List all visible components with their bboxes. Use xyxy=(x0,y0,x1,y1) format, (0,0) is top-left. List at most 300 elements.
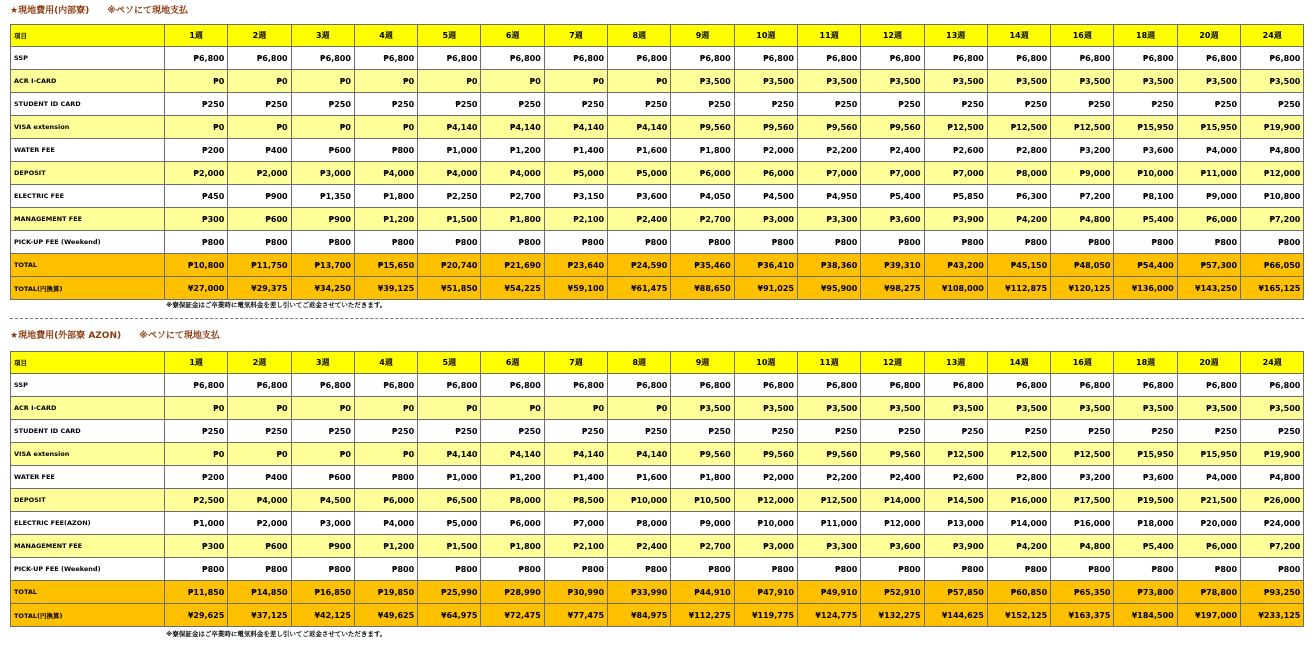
table-cell: ₱17,500 xyxy=(1051,489,1114,512)
table-cell: ₱4,000 xyxy=(1177,139,1240,162)
header-week: 7週 xyxy=(544,352,607,374)
table-cell: ₱800 xyxy=(481,558,544,581)
table-cell: ₱6,300 xyxy=(987,185,1050,208)
table-cell: ₱800 xyxy=(861,558,924,581)
table-cell: ₱3,000 xyxy=(291,162,354,185)
table-cell: ₱12,500 xyxy=(1051,116,1114,139)
fee-table-external-dorm-azon xyxy=(10,351,1304,627)
table-cell: ₱14,500 xyxy=(924,489,987,512)
table-cell: ₱19,900 xyxy=(1241,116,1304,139)
table-cell: ₱8,000 xyxy=(987,162,1050,185)
table-cell: ₱1,000 xyxy=(165,512,228,535)
table-cell: ₱6,000 xyxy=(1177,535,1240,558)
table-cell: ₱9,560 xyxy=(734,116,797,139)
table-cell: ₱3,500 xyxy=(1177,70,1240,93)
table-cell: ₱5,400 xyxy=(1114,535,1177,558)
table-cell: ₱0 xyxy=(544,70,607,93)
table-cell: ¥112,275 xyxy=(671,604,734,627)
table-cell: ₱11,850 xyxy=(165,581,228,604)
table-cell: ¥197,000 xyxy=(1177,604,1240,627)
row-label: ACR I-CARD xyxy=(11,70,165,93)
section-divider xyxy=(10,318,1304,319)
table-cell: ₱800 xyxy=(987,231,1050,254)
table-cell: ₱3,150 xyxy=(544,185,607,208)
table-cell: ₱250 xyxy=(924,420,987,443)
table-cell: ¥49,625 xyxy=(354,604,417,627)
table-cell: ₱6,000 xyxy=(734,162,797,185)
table-cell: ₱3,600 xyxy=(1114,466,1177,489)
table-cell: ₱8,000 xyxy=(608,512,671,535)
table-cell: ₱60,850 xyxy=(987,581,1050,604)
table-cell: ₱250 xyxy=(544,93,607,116)
table-cell: ₱1,200 xyxy=(354,208,417,231)
table-cell: ₱7,000 xyxy=(544,512,607,535)
table-cell: ₱21,500 xyxy=(1177,489,1240,512)
table-cell: ₱0 xyxy=(228,397,291,420)
table-cell: ₱250 xyxy=(924,93,987,116)
table-cell: ₱6,800 xyxy=(1177,374,1240,397)
table-cell: ₱4,000 xyxy=(418,162,481,185)
table-cell: ₱4,500 xyxy=(291,489,354,512)
table-cell: ₱23,640 xyxy=(544,254,607,277)
table-cell: ₱9,000 xyxy=(1051,162,1114,185)
table-cell: ¥163,375 xyxy=(1051,604,1114,627)
header-item-label: 項目 xyxy=(11,25,165,47)
table-cell: ₱3,000 xyxy=(734,208,797,231)
table-cell: ¥136,000 xyxy=(1114,277,1177,300)
table-cell: ¥29,625 xyxy=(165,604,228,627)
table-cell: ₱14,000 xyxy=(861,489,924,512)
table-cell: ₱0 xyxy=(291,443,354,466)
table-cell: ¥51,850 xyxy=(418,277,481,300)
table-cell: ₱12,500 xyxy=(924,116,987,139)
table-cell: ₱6,800 xyxy=(671,47,734,70)
table-cell: ₱3,500 xyxy=(734,397,797,420)
table-cell: ₱1,600 xyxy=(608,139,671,162)
table-cell: ₱4,050 xyxy=(671,185,734,208)
table-cell: ₱6,800 xyxy=(797,374,860,397)
table-cell: ₱12,500 xyxy=(797,489,860,512)
table-cell: ¥72,475 xyxy=(481,604,544,627)
header-week: 3週 xyxy=(291,352,354,374)
header-week: 16週 xyxy=(1051,25,1114,47)
table-cell: ₱800 xyxy=(1177,231,1240,254)
table-cell: ₱6,000 xyxy=(354,489,417,512)
table-cell: ₱2,000 xyxy=(734,139,797,162)
table-cell: ₱6,800 xyxy=(1241,47,1304,70)
table-cell: ₱0 xyxy=(481,70,544,93)
table-cell: ₱0 xyxy=(291,116,354,139)
payment-note: ※ペソにて現地支払 xyxy=(139,331,220,341)
header-week: 18週 xyxy=(1114,352,1177,374)
table-cell: ₱6,800 xyxy=(228,47,291,70)
table-cell: ₱4,800 xyxy=(1051,535,1114,558)
table-header-row xyxy=(11,352,1304,374)
table-cell: ₱2,200 xyxy=(797,139,860,162)
table-cell: ₱6,800 xyxy=(734,374,797,397)
row-label: PICK-UP FEE (Weekend) xyxy=(11,231,165,254)
table-cell: ¥98,275 xyxy=(861,277,924,300)
table-row xyxy=(11,558,1304,581)
table-cell: ₱1,400 xyxy=(544,139,607,162)
header-week: 3週 xyxy=(291,25,354,47)
table-cell: ₱6,800 xyxy=(544,374,607,397)
table-cell: ₱57,850 xyxy=(924,581,987,604)
table-cell: ¥144,625 xyxy=(924,604,987,627)
table-cell: ₱4,200 xyxy=(987,208,1050,231)
table-cell: ₱6,800 xyxy=(734,47,797,70)
table-cell: ₱250 xyxy=(1177,420,1240,443)
header-week: 10週 xyxy=(734,25,797,47)
table-cell: ₱4,500 xyxy=(734,185,797,208)
table-cell: ₱9,560 xyxy=(671,116,734,139)
table-cell: ₱10,000 xyxy=(1114,162,1177,185)
table-row xyxy=(11,231,1304,254)
header-week: 7週 xyxy=(544,25,607,47)
table-cell: ₱4,140 xyxy=(418,443,481,466)
row-label: STUDENT ID CARD xyxy=(11,93,165,116)
table-cell: ₱250 xyxy=(734,93,797,116)
table-cell: ₱300 xyxy=(165,208,228,231)
header-week: 5週 xyxy=(418,352,481,374)
table-cell: ₱2,500 xyxy=(165,489,228,512)
table-cell: ₱250 xyxy=(1241,420,1304,443)
table-cell: ₱16,000 xyxy=(987,489,1050,512)
table-cell: ₱250 xyxy=(1051,93,1114,116)
table-cell: ¥64,975 xyxy=(418,604,481,627)
table-cell: ¥95,900 xyxy=(797,277,860,300)
table-cell: ₱800 xyxy=(924,558,987,581)
table-cell: ₱13,000 xyxy=(924,512,987,535)
table-cell: ₱14,850 xyxy=(228,581,291,604)
table-cell: ₱4,200 xyxy=(987,535,1050,558)
table-cell: ₱900 xyxy=(291,208,354,231)
table-cell: ₱73,800 xyxy=(1114,581,1177,604)
table-cell: ₱16,000 xyxy=(1051,512,1114,535)
table-cell: ¥54,225 xyxy=(481,277,544,300)
table-cell: ₱52,910 xyxy=(861,581,924,604)
table-cell: ₱20,740 xyxy=(418,254,481,277)
table-cell: ₱250 xyxy=(354,420,417,443)
table-cell: ₱250 xyxy=(354,93,417,116)
table-cell: ₱3,500 xyxy=(861,397,924,420)
table-cell: ₱2,100 xyxy=(544,535,607,558)
table-cell: ₱2,400 xyxy=(608,208,671,231)
header-week: 5週 xyxy=(418,25,481,47)
row-label: DEPOSIT xyxy=(11,489,165,512)
table-cell: ₱6,800 xyxy=(924,374,987,397)
table-cell: ₱3,500 xyxy=(797,70,860,93)
table-cell: ₱65,350 xyxy=(1051,581,1114,604)
table-cell: ₱250 xyxy=(671,93,734,116)
table-cell: ₱250 xyxy=(987,420,1050,443)
table-cell: ₱43,200 xyxy=(924,254,987,277)
table-cell: ₱3,500 xyxy=(671,70,734,93)
table-cell: ₱2,200 xyxy=(797,466,860,489)
table-cell: ₱7,200 xyxy=(1051,185,1114,208)
row-label: VISA extension xyxy=(11,116,165,139)
table-cell: ₱250 xyxy=(987,93,1050,116)
table-cell: ₱21,690 xyxy=(481,254,544,277)
table-cell: ₱800 xyxy=(608,558,671,581)
table-cell: ₱6,000 xyxy=(1177,208,1240,231)
header-week: 1週 xyxy=(165,352,228,374)
table-cell: ₱2,600 xyxy=(924,466,987,489)
table-cell: ¥88,650 xyxy=(671,277,734,300)
table-cell: ¥184,500 xyxy=(1114,604,1177,627)
table-cell: ₱800 xyxy=(354,466,417,489)
table-cell: ₱250 xyxy=(165,420,228,443)
table-cell: ₱20,000 xyxy=(1177,512,1240,535)
table-cell: ₱15,650 xyxy=(354,254,417,277)
table-cell: ₱0 xyxy=(165,397,228,420)
table-cell: ₱1,600 xyxy=(608,466,671,489)
table-cell: ₱3,600 xyxy=(1114,139,1177,162)
table-cell: ¥143,250 xyxy=(1177,277,1240,300)
table-cell: ₱5,400 xyxy=(1114,208,1177,231)
table-cell: ₱2,700 xyxy=(671,208,734,231)
table-cell: ₱7,000 xyxy=(861,162,924,185)
table-cell: ₱250 xyxy=(544,420,607,443)
table-cell: ₱5,400 xyxy=(861,185,924,208)
header-week: 4週 xyxy=(354,352,417,374)
table-cell: ₱250 xyxy=(608,93,671,116)
table-cell: ₱250 xyxy=(418,420,481,443)
table-cell: ₱800 xyxy=(291,558,354,581)
header-week: 20週 xyxy=(1177,352,1240,374)
header-week: 1週 xyxy=(165,25,228,47)
table-cell: ₱4,140 xyxy=(544,116,607,139)
header-week: 24週 xyxy=(1241,352,1304,374)
table-cell: ₱1,400 xyxy=(544,466,607,489)
table-row xyxy=(11,208,1304,231)
table-cell: ¥165,125 xyxy=(1241,277,1304,300)
table-cell: ₱800 xyxy=(354,139,417,162)
table-cell: ₱0 xyxy=(544,397,607,420)
header-week: 14週 xyxy=(987,25,1050,47)
table-row xyxy=(11,139,1304,162)
table-cell: ₱2,400 xyxy=(861,139,924,162)
table-cell: ₱0 xyxy=(354,70,417,93)
table-cell: ₱0 xyxy=(354,116,417,139)
table-cell: ₱4,800 xyxy=(1241,466,1304,489)
table-cell: ₱3,500 xyxy=(1051,70,1114,93)
table-cell: ₱3,300 xyxy=(797,208,860,231)
table-cell: ₱6,800 xyxy=(291,374,354,397)
row-label: STUDENT ID CARD xyxy=(11,420,165,443)
table-cell: ₱18,000 xyxy=(1114,512,1177,535)
header-week: 6週 xyxy=(481,25,544,47)
table-cell: ₱6,800 xyxy=(165,374,228,397)
table-cell: ₱800 xyxy=(1114,558,1177,581)
table-cell: ₱250 xyxy=(861,93,924,116)
table-cell: ₱4,000 xyxy=(354,512,417,535)
header-week: 16週 xyxy=(1051,352,1114,374)
table-cell: ₱0 xyxy=(481,397,544,420)
table-cell: ₱6,800 xyxy=(987,374,1050,397)
table-cell: ₱15,950 xyxy=(1114,443,1177,466)
table-cell: ₱9,560 xyxy=(797,443,860,466)
table-cell: ₱28,990 xyxy=(481,581,544,604)
table-header-row xyxy=(11,25,1304,47)
header-week: 10週 xyxy=(734,352,797,374)
table-cell: ₱3,900 xyxy=(924,535,987,558)
table-cell: ₱24,000 xyxy=(1241,512,1304,535)
table-cell: ¥91,025 xyxy=(734,277,797,300)
header-week: 14週 xyxy=(987,352,1050,374)
table-cell: ₱800 xyxy=(797,231,860,254)
table-cell: ₱0 xyxy=(165,70,228,93)
table-cell: ₱6,000 xyxy=(671,162,734,185)
table-cell: ¥112,875 xyxy=(987,277,1050,300)
table-cell: ₱3,500 xyxy=(671,397,734,420)
table-cell: ₱4,140 xyxy=(481,443,544,466)
table-cell: ₱6,800 xyxy=(544,47,607,70)
table-cell: ₱10,000 xyxy=(734,512,797,535)
table-cell: ₱800 xyxy=(165,231,228,254)
table-cell: ₱800 xyxy=(1114,231,1177,254)
table-cell: ₱8,100 xyxy=(1114,185,1177,208)
table-cell: ₱11,000 xyxy=(1177,162,1240,185)
deposit-footnote: ※寮保証金はご卒業時に電気料金を差し引いてご返金させていただきます。 xyxy=(166,630,387,638)
table-cell: ₱2,000 xyxy=(228,512,291,535)
table-cell: ₱800 xyxy=(734,558,797,581)
row-label: PICK-UP FEE (Weekend) xyxy=(11,558,165,581)
table-cell: ₱6,000 xyxy=(481,512,544,535)
row-label: WATER FEE xyxy=(11,139,165,162)
header-week: 2週 xyxy=(228,25,291,47)
table-cell: ₱250 xyxy=(797,93,860,116)
table-cell: ₱39,310 xyxy=(861,254,924,277)
table-cell: ₱4,140 xyxy=(481,116,544,139)
table-cell: ₱3,000 xyxy=(291,512,354,535)
table-cell: ₱6,800 xyxy=(924,47,987,70)
table-cell: ₱66,050 xyxy=(1241,254,1304,277)
table-cell: ₱2,000 xyxy=(228,162,291,185)
table-cell: ₱6,800 xyxy=(228,374,291,397)
table-cell: ₱7,200 xyxy=(1241,535,1304,558)
table-cell: ₱6,800 xyxy=(354,47,417,70)
table-cell: ₱12,000 xyxy=(1241,162,1304,185)
row-label: ELECTRIC FEE(AZON) xyxy=(11,512,165,535)
table-cell: ₱2,000 xyxy=(734,466,797,489)
table-cell: ¥84,975 xyxy=(608,604,671,627)
row-label: ELECTRIC FEE xyxy=(11,185,165,208)
table-cell: ₱1,800 xyxy=(354,185,417,208)
table-cell: ¥108,000 xyxy=(924,277,987,300)
table-cell: ₱0 xyxy=(418,70,481,93)
table-cell: ₱6,800 xyxy=(987,47,1050,70)
table-cell: ₱3,000 xyxy=(734,535,797,558)
table-cell: ₱1,200 xyxy=(481,466,544,489)
table-cell: ₱450 xyxy=(165,185,228,208)
table-row xyxy=(11,443,1304,466)
table-cell: ₱0 xyxy=(228,116,291,139)
table-cell: ₱250 xyxy=(1051,420,1114,443)
table-cell: ₱24,590 xyxy=(608,254,671,277)
table-cell: ₱4,140 xyxy=(608,443,671,466)
table-cell: ₱800 xyxy=(671,558,734,581)
header-week: 9週 xyxy=(671,25,734,47)
header-week: 12週 xyxy=(861,352,924,374)
table-row xyxy=(11,512,1304,535)
table-row xyxy=(11,604,1304,627)
table-cell: ₱9,560 xyxy=(671,443,734,466)
table-cell: ₱800 xyxy=(418,558,481,581)
table-cell: ₱1,200 xyxy=(354,535,417,558)
row-label: SSP xyxy=(11,47,165,70)
table-cell: ₱250 xyxy=(1177,93,1240,116)
table-cell: ₱2,700 xyxy=(671,535,734,558)
table-cell: ₱8,500 xyxy=(544,489,607,512)
table-cell: ¥61,475 xyxy=(608,277,671,300)
table-cell: ₱250 xyxy=(291,420,354,443)
table-cell: ₱4,950 xyxy=(797,185,860,208)
table-cell: ₱13,700 xyxy=(291,254,354,277)
table-cell: ₱9,000 xyxy=(671,512,734,535)
table-cell: ₱6,800 xyxy=(418,47,481,70)
table-cell: ₱800 xyxy=(608,231,671,254)
table-cell: ₱6,800 xyxy=(481,374,544,397)
table-cell: ₱35,460 xyxy=(671,254,734,277)
table-cell: ¥132,275 xyxy=(861,604,924,627)
table-cell: ₱2,800 xyxy=(987,139,1050,162)
table-row xyxy=(11,93,1304,116)
table-cell: ₱800 xyxy=(1177,558,1240,581)
table-cell: ₱400 xyxy=(228,139,291,162)
section-title-internal-dorm xyxy=(10,3,188,16)
table-cell: ₱0 xyxy=(354,443,417,466)
table-row xyxy=(11,489,1304,512)
table-cell: ₱11,750 xyxy=(228,254,291,277)
table-cell: ₱250 xyxy=(418,93,481,116)
table-row xyxy=(11,535,1304,558)
table-cell: ₱3,500 xyxy=(1114,397,1177,420)
table-cell: ₱9,560 xyxy=(797,116,860,139)
table-cell: ₱400 xyxy=(228,466,291,489)
table-cell: ₱9,560 xyxy=(861,443,924,466)
table-cell: ₱3,600 xyxy=(861,208,924,231)
table-cell: ₱1,500 xyxy=(418,535,481,558)
section-title-text: ★現地費用(内部寮) xyxy=(10,6,90,16)
table-cell: ₱3,500 xyxy=(1051,397,1114,420)
table-cell: ₱0 xyxy=(165,443,228,466)
table-cell: ₱3,900 xyxy=(924,208,987,231)
table-cell: ₱800 xyxy=(1241,231,1304,254)
row-label: WATER FEE xyxy=(11,466,165,489)
table-cell: ¥29,375 xyxy=(228,277,291,300)
table-cell: ₱38,360 xyxy=(797,254,860,277)
table-row xyxy=(11,254,1304,277)
table-cell: ₱12,500 xyxy=(1051,443,1114,466)
table-cell: ₱48,050 xyxy=(1051,254,1114,277)
table-cell: ₱7,200 xyxy=(1241,208,1304,231)
table-cell: ₱0 xyxy=(418,397,481,420)
table-cell: ₱12,500 xyxy=(987,116,1050,139)
table-cell: ₱800 xyxy=(924,231,987,254)
table-cell: ₱3,200 xyxy=(1051,466,1114,489)
table-cell: ₱250 xyxy=(671,420,734,443)
table-cell: ₱6,800 xyxy=(671,374,734,397)
header-week: 13週 xyxy=(924,25,987,47)
table-cell: ₱6,800 xyxy=(1177,47,1240,70)
table-cell: ₱250 xyxy=(1114,420,1177,443)
row-label: ACR I-CARD xyxy=(11,397,165,420)
header-week: 9週 xyxy=(671,352,734,374)
fee-table-internal-dorm xyxy=(10,24,1304,300)
table-cell: ₱49,910 xyxy=(797,581,860,604)
table-cell: ₱3,500 xyxy=(924,70,987,93)
